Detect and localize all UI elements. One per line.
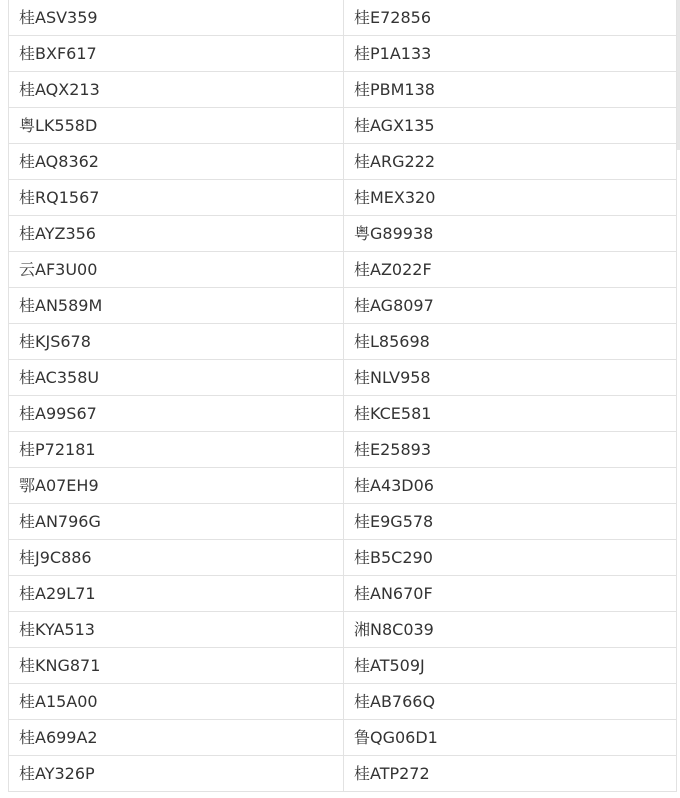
plate-cell: 桂A43D06: [344, 468, 677, 504]
plate-cell: 湘N8C039: [344, 612, 677, 648]
plate-cell: 桂A15A00: [9, 684, 344, 720]
plate-cell: 桂AY326P: [9, 756, 344, 792]
plate-cell: 桂AB766Q: [344, 684, 677, 720]
plate-cell: 桂AT509J: [344, 648, 677, 684]
plate-cell: 粤LK558D: [9, 108, 344, 144]
plate-cell: 桂E25893: [344, 432, 677, 468]
plate-cell: 桂B5C290: [344, 540, 677, 576]
plate-table-body: [9, 0, 677, 792]
plate-cell: 粤G89938: [344, 216, 677, 252]
plate-cell: 桂ATP272: [344, 756, 677, 792]
plate-cell: 桂KNG871: [9, 648, 344, 684]
plate-cell: 桂AN796G: [9, 504, 344, 540]
table-row: [9, 612, 677, 648]
plate-cell: 桂AN670F: [344, 576, 677, 612]
plate-cell: 桂A99S67: [9, 396, 344, 432]
plate-cell: 桂L85698: [344, 324, 677, 360]
plate-cell: 桂RQ1567: [9, 180, 344, 216]
plate-cell: 桂KCE581: [344, 396, 677, 432]
table-row: [9, 180, 677, 216]
plate-cell: 桂AYZ356: [9, 216, 344, 252]
table-row: [9, 108, 677, 144]
table-row: [9, 432, 677, 468]
plate-cell: 桂AN589M: [9, 288, 344, 324]
table-row: [9, 468, 677, 504]
plate-cell: 桂J9C886: [9, 540, 344, 576]
plate-cell: 桂AGX135: [344, 108, 677, 144]
plate-cell: 桂P72181: [9, 432, 344, 468]
table-row: [9, 720, 677, 756]
plate-cell: 桂E9G578: [344, 504, 677, 540]
table-row: [9, 576, 677, 612]
table-row: [9, 504, 677, 540]
table-row: [9, 252, 677, 288]
plate-cell: 桂PBM138: [344, 72, 677, 108]
table-row: [9, 360, 677, 396]
plate-cell: 鲁QG06D1: [344, 720, 677, 756]
plate-cell: 桂AQ8362: [9, 144, 344, 180]
plate-cell: 桂A29L71: [9, 576, 344, 612]
table-row: [9, 540, 677, 576]
plate-cell: 桂AC358U: [9, 360, 344, 396]
plate-cell: 桂NLV958: [344, 360, 677, 396]
plate-cell: 桂AQX213: [9, 72, 344, 108]
table-row: [9, 324, 677, 360]
table-row: [9, 756, 677, 792]
table-row: [9, 648, 677, 684]
plate-cell: 云AF3U00: [9, 252, 344, 288]
plate-cell: 桂AG8097: [344, 288, 677, 324]
plate-number-table: [8, 0, 677, 792]
plate-cell: 桂KJS678: [9, 324, 344, 360]
plate-cell: 桂E72856: [344, 0, 677, 36]
plate-cell: 桂AZ022F: [344, 252, 677, 288]
table-row: [9, 684, 677, 720]
plate-cell: 桂P1A133: [344, 36, 677, 72]
plate-cell: 桂A699A2: [9, 720, 344, 756]
table-row: [9, 0, 677, 36]
table-row: [9, 144, 677, 180]
plate-cell: 桂MEX320: [344, 180, 677, 216]
plate-cell: 鄂A07EH9: [9, 468, 344, 504]
plate-cell: 桂ASV359: [9, 0, 344, 36]
table-row: [9, 72, 677, 108]
table-row: [9, 396, 677, 432]
table-row: [9, 288, 677, 324]
plate-cell: 桂KYA513: [9, 612, 344, 648]
plate-cell: 桂BXF617: [9, 36, 344, 72]
table-row: [9, 36, 677, 72]
plate-cell: 桂ARG222: [344, 144, 677, 180]
table-row: [9, 216, 677, 252]
